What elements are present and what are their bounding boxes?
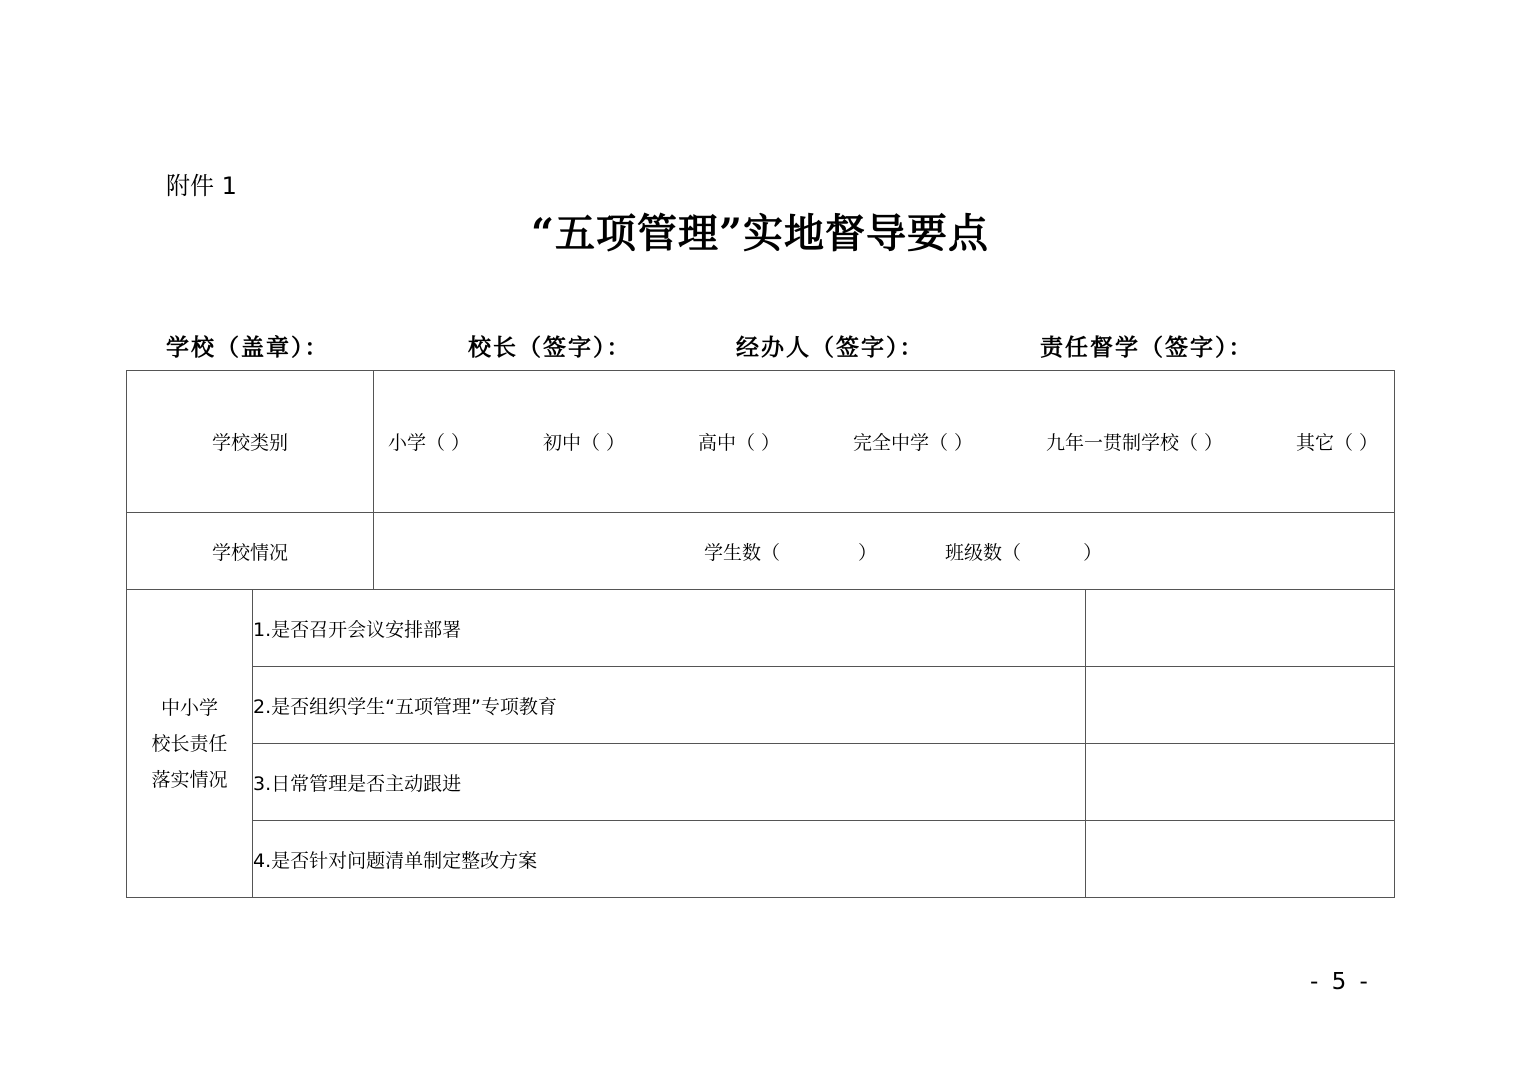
- school-info-row: [127, 513, 1395, 590]
- page-number: - 5 -: [1310, 969, 1371, 995]
- table-row: [127, 821, 1395, 898]
- school-type-label: 学校类别: [127, 371, 374, 513]
- table-row: [127, 590, 1395, 667]
- school-type-options: [374, 371, 1395, 513]
- students-close: ）: [858, 541, 878, 564]
- school-type-row: [127, 371, 1395, 513]
- item-3-answer[interactable]: [1086, 744, 1395, 821]
- leader-section-label: [127, 590, 253, 898]
- option-senior[interactable]: 高中（ ）: [697, 432, 781, 454]
- leader-label-line-2: 校长责任: [151, 732, 228, 755]
- item-4-answer[interactable]: [1086, 821, 1395, 898]
- school-info-values: [374, 513, 1395, 590]
- students-label: 学生数（: [704, 541, 781, 564]
- attachment-label: 附件 1: [166, 172, 237, 200]
- school-stamp-field: 学校（盖章）：: [166, 334, 330, 361]
- option-nine-year[interactable]: 九年一贯制学校（ ）: [1045, 432, 1223, 454]
- principal-signature-field: 校长（签字）：: [468, 334, 632, 361]
- leader-label-line-3: 落实情况: [151, 768, 228, 791]
- table-row: [127, 744, 1395, 821]
- option-junior[interactable]: 初中（ ）: [543, 432, 626, 454]
- classes-label: 班级数（: [945, 541, 1022, 564]
- item-3-text: 3.日常管理是否主动跟进: [253, 744, 1086, 821]
- item-1-text: 1.是否召开会议安排部署: [253, 590, 1086, 667]
- classes-close: ）: [1083, 541, 1103, 564]
- supervision-table: [126, 370, 1395, 898]
- table-row: [127, 667, 1395, 744]
- leader-label-line-1: 中小学: [160, 696, 218, 719]
- option-primary[interactable]: 小学（ ）: [388, 432, 471, 454]
- item-2-answer[interactable]: [1086, 667, 1395, 744]
- supervisor-signature-field: 责任督学（签字）：: [1040, 334, 1254, 361]
- item-1-answer[interactable]: [1086, 590, 1395, 667]
- school-info-label: 学校情况: [127, 513, 374, 590]
- option-complete-secondary[interactable]: 完全中学（ ）: [852, 432, 974, 454]
- document-title: “五项管理”实地督导要点: [530, 210, 989, 257]
- item-2-text: 2.是否组织学生“五项管理”专项教育: [253, 667, 1086, 744]
- option-other[interactable]: 其它（ ）: [1295, 432, 1378, 454]
- handler-signature-field: 经办人（签字）：: [736, 334, 925, 361]
- item-4-text: 4.是否针对问题清单制定整改方案: [253, 821, 1086, 898]
